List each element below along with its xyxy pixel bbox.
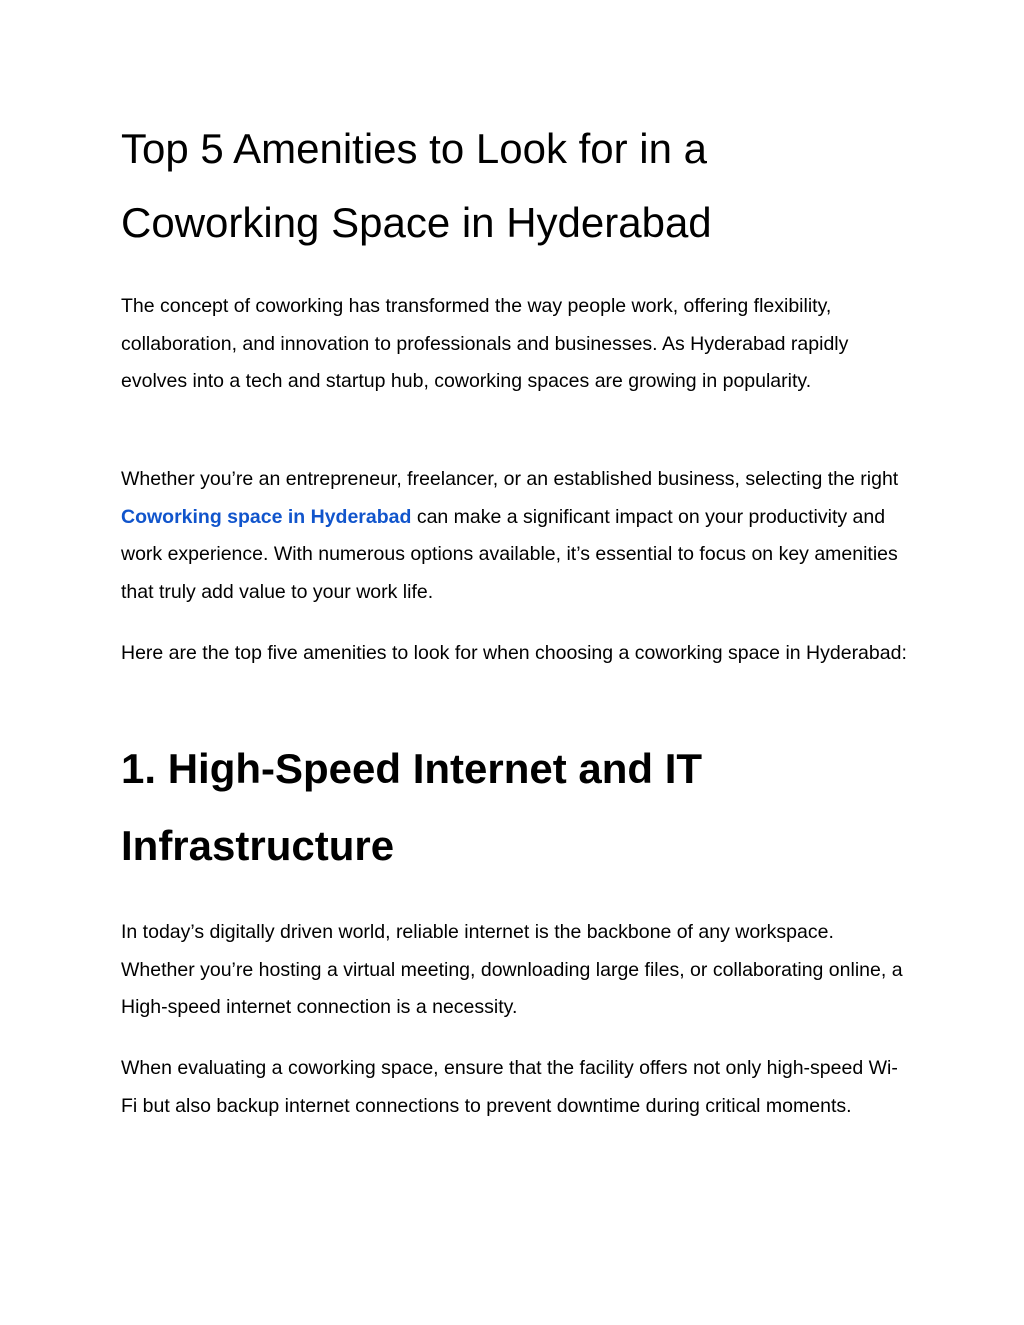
section-heading-internet: 1. High-Speed Internet and IT Infrastructure	[121, 745, 703, 869]
selection-paragraph	[121, 461, 911, 611]
paragraph-text-before-link: Whether you’re an entrepreneur, freelancer, or an established business, selecting the right	[121, 468, 899, 490]
top-five-intro-paragraph: Here are the top five amenities to look for when choosing a coworking space in Hyderabad:	[121, 642, 907, 664]
internet-paragraph: In today’s digitally driven world, reliable internet is the backbone of any workspace. Whether you’re hosting a virtual meeting, downloading large files, or collaborating online, a High-speed internet connection is a necessity.	[121, 921, 903, 1018]
evaluation-paragraph: When evaluating a coworking space, ensure that the facility offers not only high-speed Wi-Fi but also backup internet connections to prevent downtime during critical moments.	[121, 1057, 898, 1117]
intro-paragraph: The concept of coworking has transformed the way people work, offering flexibility, collaboration, and innovation to professionals and businesses. As Hyderabad rapidly evolves into a tech and startup hub, coworking spaces are growing in popularity.	[121, 295, 849, 392]
page-title: Top 5 Amenities to Look for in a Coworking Space in Hyderabad	[121, 125, 712, 246]
coworking-space-link[interactable]: Coworking space in Hyderabad	[121, 505, 412, 528]
paragraph-text-after-link: can make a significant impact on your productivity and work experience. With numerous options available, it’s essential to focus on key amenities that truly add value to your work life.	[121, 505, 898, 603]
